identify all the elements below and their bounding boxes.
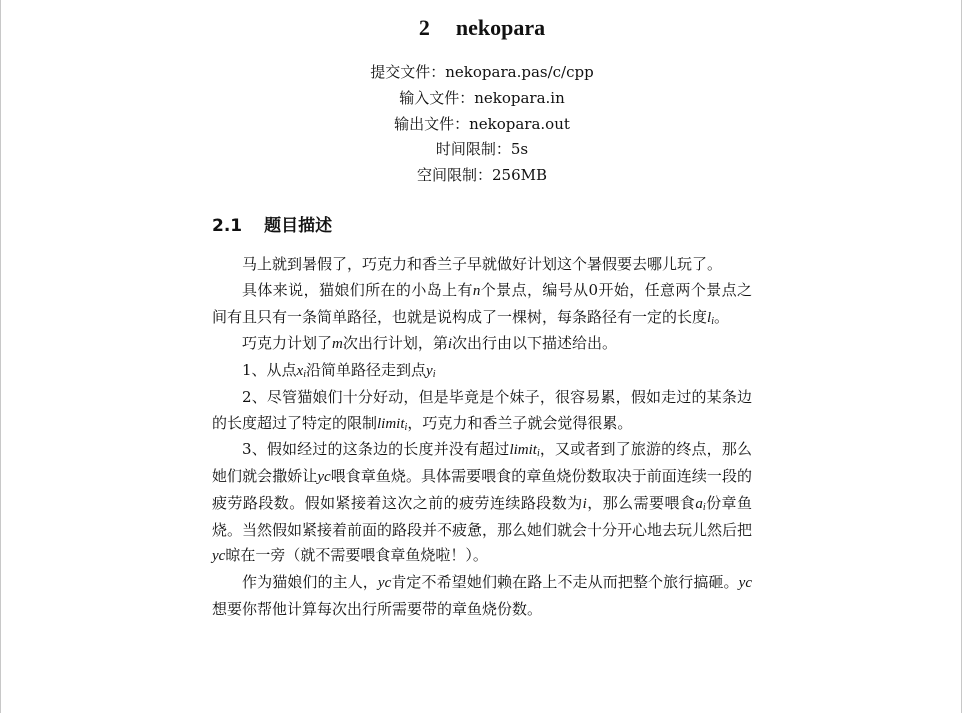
- text-span: 次出行计划，第: [342, 334, 448, 353]
- var-limit: limit: [377, 415, 405, 432]
- text-span: 份章鱼烧。当然假如紧接着前面的路段并不疲惫，那么她们就会十分开心地去玩儿然后把: [212, 493, 753, 539]
- paragraph-intro: 马上就到暑假了，巧克力和香兰子早就做好计划这个暑假要去哪儿玩了。: [242, 255, 723, 273]
- text-span: 沿简单路径走到点: [306, 361, 427, 379]
- problem-title: [1, 12, 962, 44]
- var-y: y: [426, 363, 433, 379]
- subscript-i: i: [432, 369, 436, 380]
- var-l: l: [707, 309, 712, 326]
- subscript-i: i: [711, 315, 714, 327]
- problem-number: 2: [418, 15, 430, 40]
- paragraph-rule-1: [212, 358, 752, 385]
- var-limit: limit: [509, 442, 537, 459]
- text-span: 肯定不希望她们赖在路上不走从而把整个旅行搞砸。: [391, 573, 739, 591]
- section-number: 2.1: [212, 216, 243, 236]
- var-yc: yc: [738, 575, 752, 591]
- output-file-line: 输出文件：nekopara.out: [394, 114, 570, 133]
- text-span: 作为猫娘们的主人，: [242, 573, 378, 591]
- problem-description: [212, 252, 752, 623]
- subscript-i: i: [702, 501, 706, 513]
- subscript-i: i: [536, 448, 540, 460]
- input-file-line: 输入文件：nekopara.in: [399, 88, 565, 107]
- text-span: 2、尽管猫娘们十分好动，但是毕竟是个妹子，很容易累，假如走过的某条边的长度超过了特定的限制: [212, 387, 752, 432]
- subscript-i: i: [404, 421, 408, 433]
- var-yc: yc: [377, 575, 392, 591]
- paragraph-task: [212, 570, 752, 623]
- section-title: 题目描述: [264, 216, 333, 236]
- var-m: m: [332, 336, 343, 353]
- text-span: 喂食章鱼烧。具体需要喂食的章鱼烧份数取决于前面连续一段的疲劳路段数。假如紧接着这次之前的疲劳连续路段数为: [212, 467, 752, 512]
- submit-file-line: 提交文件：nekopara.pas/c/cpp: [370, 63, 594, 81]
- text-span: 个景点，编号从0开始，任意两个景点之间有且只有一条简单路径，也就是说构成了一棵树，每条路径有一定的长度: [212, 280, 752, 326]
- text-span: ，又或者到了旅游的终点，那么她们就会撒娇让: [212, 440, 752, 485]
- text-span: ，那么需要喂食: [586, 493, 696, 512]
- var-yc: yc: [212, 548, 226, 565]
- text-span: 次出行由以下描述给出。: [452, 334, 618, 353]
- problem-meta: [1, 60, 962, 189]
- text-span: 3、假如经过的这条边的长度并没有超过: [242, 440, 510, 459]
- var-x: x: [296, 363, 304, 379]
- var-a: a: [695, 495, 703, 512]
- text-span: 想要你帮他计算每次出行所需要带的章鱼烧份数。: [212, 599, 543, 618]
- text-span: ，巧克力和香兰子就会觉得很累。: [407, 413, 633, 432]
- time-limit-line: 时间限制：5s: [435, 140, 529, 159]
- paragraph-tree: [212, 278, 752, 332]
- paragraph-plans: [212, 331, 752, 358]
- text-span: 。: [713, 307, 729, 326]
- var-n: n: [472, 282, 481, 299]
- var-yc: yc: [317, 469, 331, 485]
- memory-limit-line: 空间限制：256MB: [416, 166, 547, 184]
- paragraph-rule-2: [212, 385, 752, 438]
- text-span: 巧克力计划了: [242, 334, 333, 353]
- text-span: 1、从点: [242, 361, 297, 379]
- var-i: i: [447, 336, 453, 353]
- section-heading: [212, 214, 332, 238]
- subscript-i: i: [303, 369, 306, 380]
- var-i: i: [582, 495, 587, 512]
- text-span: 晾在一旁（就不需要喂食章鱼烧啦！）。: [225, 546, 488, 565]
- paragraph-rule-3: [212, 437, 752, 570]
- problem-name: nekopara: [455, 15, 546, 40]
- text-span: 具体来说，猫娘们所在的小岛上有: [242, 280, 473, 299]
